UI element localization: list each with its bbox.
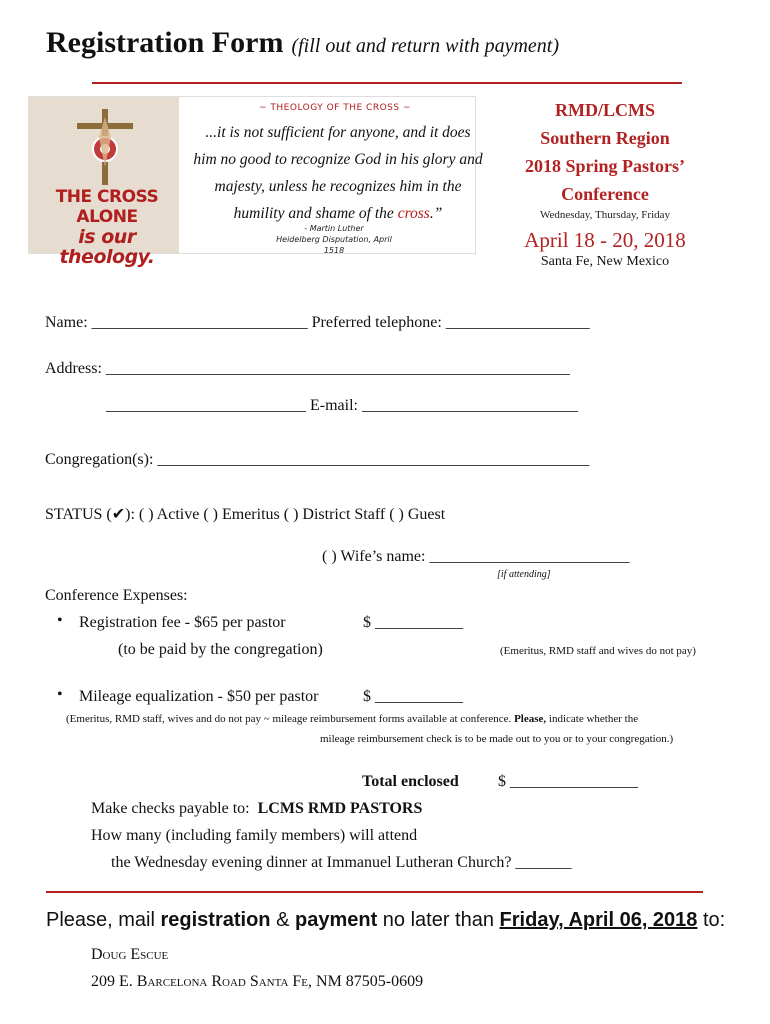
- payable-label: Make checks payable to:: [91, 800, 250, 817]
- mail-deadline: Friday, April 06, 2018: [499, 909, 698, 931]
- cross-alone-logo: [37, 187, 177, 267]
- mileage-note-2: mileage reimbursement check is to be made out to you or to your congregation.): [320, 733, 674, 745]
- wife-note: [if attending]: [497, 569, 551, 580]
- conference-info: [500, 96, 710, 208]
- mail-prefix: Please, mail: [46, 909, 161, 931]
- conference-location: Santa Fe, New Mexico: [540, 254, 670, 269]
- payable-to: LCMS RMD PASTORS: [257, 800, 423, 817]
- mileage-note-1c: indicate whether the: [546, 713, 639, 725]
- quote-end: .”: [429, 205, 443, 222]
- quote-cross-word: cross: [397, 205, 430, 222]
- name-phone-field[interactable]: Name: ___________________________ Preferred telephone: __________________: [45, 314, 590, 331]
- mail-suffix: to:: [697, 909, 726, 931]
- title-subtitle: (fill out and return with payment): [291, 35, 560, 57]
- mileage-amount[interactable]: $ ___________: [363, 688, 463, 705]
- banner-heading: ~ THEOLOGY OF THE CROSS ~: [259, 103, 411, 113]
- mileage-note-1a: (Emeritus, RMD staff, wives and do not pay ~ mileage reimbursement forms available at conference.: [66, 713, 515, 725]
- congregation-field[interactable]: Congregation(s): ______________________________________________________: [45, 451, 590, 468]
- payable-row: [91, 800, 422, 818]
- title-text: Registration Form: [46, 26, 284, 59]
- page-title: [46, 26, 559, 60]
- conference-dates: April 18 - 20, 2018: [524, 228, 686, 252]
- conference-name-2: Conference: [561, 184, 649, 204]
- attribution-author: - Martin Luther: [304, 224, 364, 233]
- mail-recipient: Doug Escue: [91, 946, 169, 963]
- banner-art: [29, 97, 179, 268]
- address-email-field[interactable]: _________________________ E-mail: ___________________________: [106, 397, 578, 414]
- dinner-question-1: How many (including family members) will attend: [91, 827, 418, 844]
- mail-registration: registration: [160, 909, 271, 931]
- conference-days: Wednesday, Thursday, Friday: [539, 209, 671, 221]
- dinner-question-2[interactable]: the Wednesday evening dinner at Immanuel Lutheran Church? _______: [111, 854, 572, 871]
- bullet-icon: •: [57, 686, 63, 703]
- total-label: Total enclosed: [362, 773, 459, 790]
- mail-instructions: [46, 909, 725, 932]
- registration-fee-amount[interactable]: $ ___________: [363, 614, 463, 631]
- mileage-note-1: [66, 713, 638, 725]
- attribution-source: Heidelberg Disputation, April 1518: [276, 235, 392, 255]
- conference-name-1: 2018 Spring Pastors’: [524, 156, 685, 176]
- luther-quote: [193, 119, 483, 227]
- mail-address: 209 E. Barcelona Road Santa Fe, NM 87505-0609: [91, 973, 424, 990]
- top-divider: [92, 82, 682, 84]
- expenses-heading: Conference Expenses:: [45, 587, 188, 604]
- conference-org: RMD/LCMS: [555, 100, 655, 120]
- crucifix-icon: [71, 107, 139, 187]
- wife-name-field[interactable]: ( ) Wife’s name: _________________________: [322, 548, 630, 565]
- mail-amp: &: [270, 909, 295, 931]
- cross-alone-line2: is our theology.: [59, 226, 155, 268]
- bullet-icon: •: [57, 612, 63, 629]
- registration-exempt-note: (Emeritus, RMD staff and wives do not pay): [500, 645, 696, 657]
- cross-alone-line1: THE CROSS ALONE: [55, 187, 159, 227]
- registration-fee-label: Registration fee - $65 per pastor: [79, 614, 286, 631]
- status-options[interactable]: STATUS (✔): ( ) Active ( ) Emeritus ( ) District Staff ( ) Guest: [45, 506, 446, 523]
- address-field[interactable]: Address: __________________________________________________________: [45, 360, 570, 377]
- total-amount[interactable]: $ ________________: [498, 773, 638, 790]
- quote-text: ...it is not sufficient for anyone, and it does him no good to recognize God in his glory and majesty, unless he recognizes him in the humility and shame of the: [193, 124, 483, 222]
- conference-region: Southern Region: [540, 128, 670, 148]
- theology-banner: [28, 96, 483, 268]
- mileage-note-please: Please,: [514, 713, 547, 725]
- bottom-divider: [46, 891, 703, 893]
- mileage-label: Mileage equalization - $50 per pastor: [79, 688, 319, 705]
- mail-payment: payment: [294, 909, 378, 931]
- quote-attribution: [269, 223, 399, 256]
- mail-mid: no later than: [377, 909, 500, 931]
- registration-fee-note: (to be paid by the congregation): [118, 641, 323, 658]
